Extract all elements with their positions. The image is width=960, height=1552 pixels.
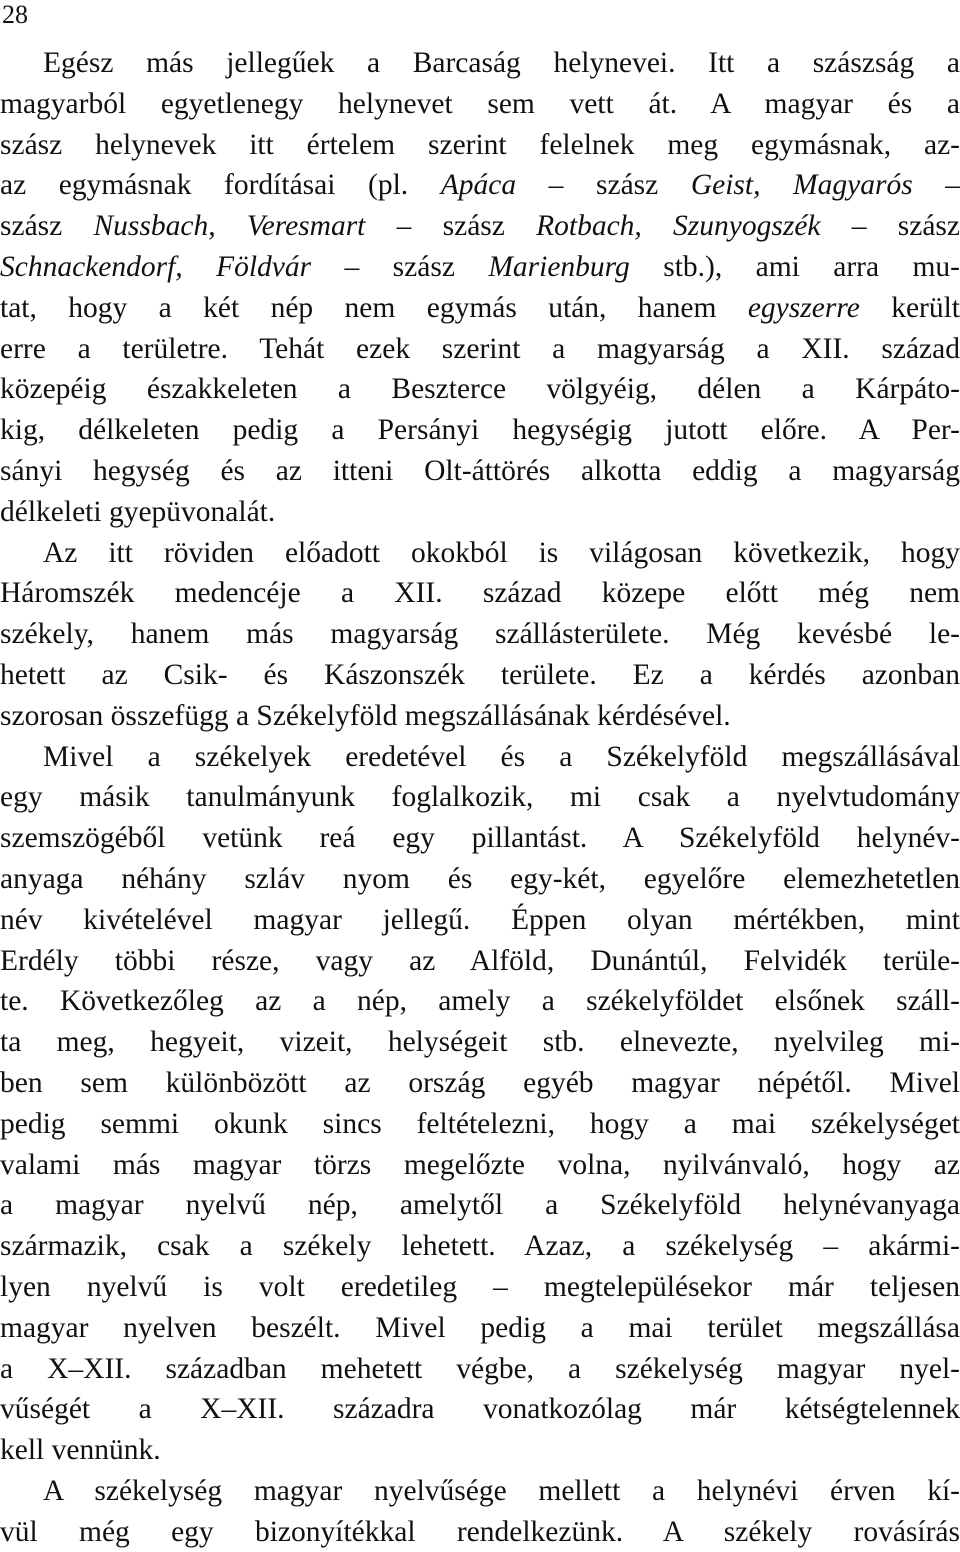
text-line: székely, hanem más magyarság szállásterülete. Még kevésbé le-: [0, 618, 960, 651]
italic-term: Marienburg: [488, 250, 630, 283]
text-line: Egész más jellegűek a Barcaság helynevei. Itt a szászság a: [43, 47, 960, 79]
page-number: 28: [2, 0, 28, 29]
text-line: lyen nyelvű is volt eredetileg – megtelepülésekor már teljesen: [0, 1270, 960, 1303]
text-line: ben sem különbözött az ország egyéb magyar népétől. Mivel: [0, 1066, 960, 1099]
text-line-with-italics: szász Nussbach, Veresmart – szász Rotbach, Szunyogszék – szász: [0, 210, 960, 243]
italic-term: Nussbach, Veresmart: [93, 210, 366, 243]
text-line-with-italics: Schnackendorf, Földvár – szász Marienburg stb.), ami arra mu-: [0, 250, 960, 283]
italic-term: egyszerre: [747, 291, 860, 324]
text-line: Az itt röviden előadott okokból is világosan következik, hogy: [43, 536, 960, 569]
text-line: egy másik tanulmányunk foglalkozik, mi csak a nyelvtudomány: [0, 781, 960, 814]
italic-term: Schnackendorf, Földvár: [0, 250, 312, 283]
text-line: Háromszék medencéje a XII. század közepe előtt még nem: [0, 577, 960, 610]
text-line: erre a területre. Tehát ezek szerint a magyarság a XII. század: [0, 332, 960, 365]
text-line: hetett az Csik- és Kászonszék területe. Ez a kérdés azonban: [0, 658, 960, 691]
text-line: délkeleti gyepüvonalát.: [0, 495, 276, 528]
text-line: a X–XII. században mehetett végbe, a székelység magyar nyel-: [0, 1352, 960, 1385]
text-line: magyar nyelven beszélt. Mivel pedig a mai terület megszállása: [0, 1311, 960, 1344]
text-line: vűségét a X–XII. századra vonatkozólag már kétségtelennek: [0, 1393, 960, 1426]
text-line: magyarból egyetlenegy helynevet sem vett át. A magyar és a: [0, 87, 960, 120]
text-line: név kivételével magyar jellegű. Éppen olyan mértékben, mint: [0, 903, 960, 936]
text-line: te. Következőleg az a nép, amely a székelyföldet elsőnek száll-: [0, 985, 960, 1018]
text-line-with-italics: tat, hogy a két nép nem egymás után, hanem egyszerre került: [0, 291, 960, 324]
text-line: ta meg, hegyeit, vizeit, helységeit stb. elnevezte, nyelvileg mi-: [0, 1026, 960, 1059]
text-line: sányi hegység és az itteni Olt-áttörés alkotta eddig a magyarság: [0, 454, 960, 487]
text-line: szorosan összefügg a Székelyföld megszállásának kérdésével.: [0, 699, 731, 732]
text-line: kig, délkeleten pedig a Persányi hegységig jutott előre. A Per-: [0, 414, 960, 447]
text-line: Erdély többi része, vagy az Alföld, Dunántúl, Felvidék terüle-: [0, 944, 960, 977]
italic-term: Apáca: [440, 169, 517, 202]
text-line: szász helynevek itt értelem szerint felelnek meg egymásnak, az-: [0, 128, 960, 161]
text-line: szemszögéből vetünk reá egy pillantást. A Székelyföld helynév-: [0, 822, 960, 855]
text-line: származik, csak a székely lehetett. Azaz, a székelység – akármi-: [0, 1230, 960, 1263]
text-line: pedig semmi okunk sincs feltételezni, hogy a mai székelységet: [0, 1107, 960, 1140]
text-line: a magyar nyelvű nép, amelytől a Székelyföld helynévanyaga: [0, 1189, 960, 1222]
text-line: Mivel a székelyek eredetével és a Székelyföld megszállásával: [43, 740, 960, 773]
text-line: közepéig északkeleten a Beszterce völgyéig, délen a Kárpáto-: [0, 373, 960, 406]
text-line: vül még egy bizonyítékkal rendelkezünk. A székely rovásírás: [0, 1515, 960, 1548]
text-line: kell vennünk.: [0, 1434, 161, 1467]
italic-term: Rotbach, Szunyogszék: [536, 210, 821, 243]
text-line: valami más magyar törzs megelőzte volna, nyilvánvaló, hogy az: [0, 1148, 960, 1181]
body-text: [0, 43, 960, 1552]
italic-term: Geist, Magyarós: [690, 169, 913, 202]
text-line: anyaga néhány szláv nyom és egy-két, egyelőre elemezhetetlen: [0, 862, 960, 895]
text-line: A székelység magyar nyelvűsége mellett a helynévi érven kí-: [43, 1474, 960, 1507]
text-line-with-italics: az egymásnak fordításai (pl. Apáca – szász Geist, Magyarós –: [0, 169, 960, 202]
